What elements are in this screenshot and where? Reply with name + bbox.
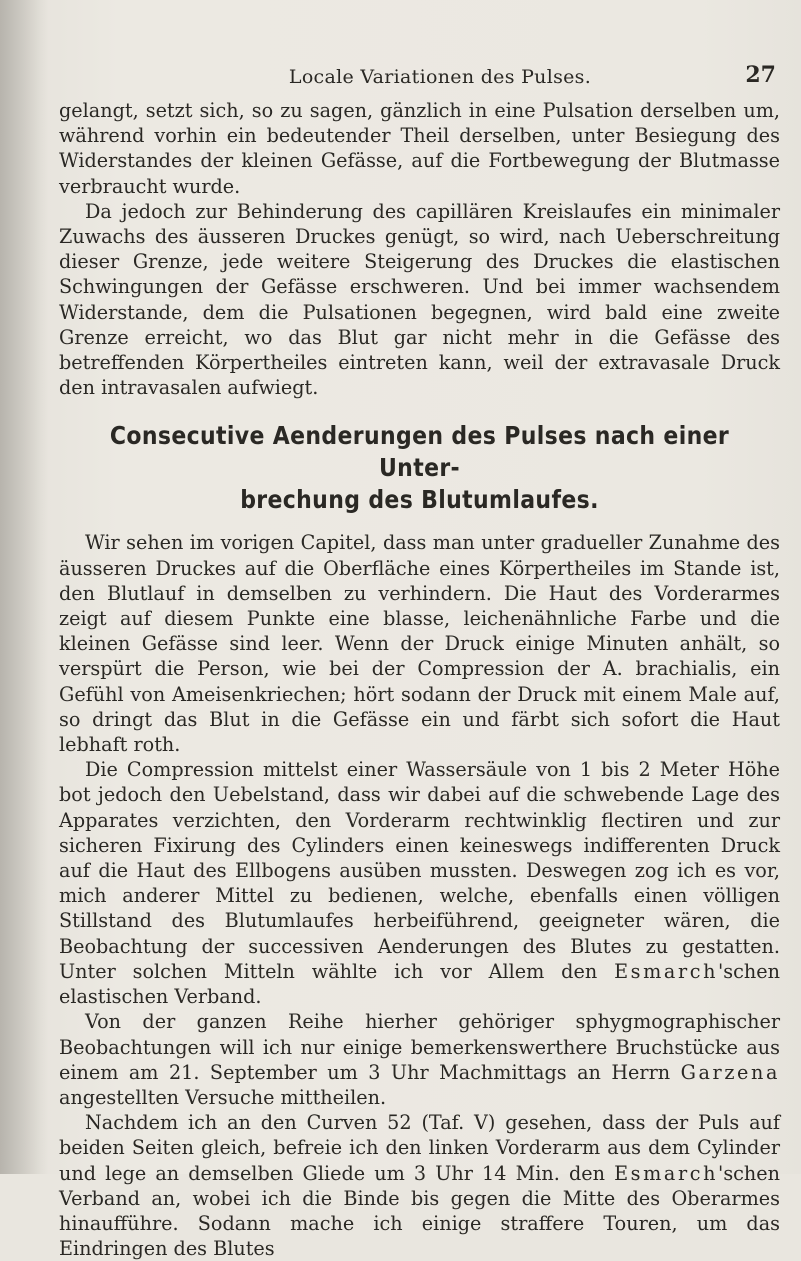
- page-number: 27: [745, 62, 776, 88]
- section-heading-line-2: brechung des Blutumlaufes.: [240, 485, 599, 515]
- person-name: Esmarch: [614, 959, 719, 983]
- paragraph: [59, 1009, 780, 1110]
- paragraph: [59, 757, 780, 1009]
- paragraph-text: 'schen elastischen Verband.: [59, 959, 780, 1009]
- body-text: [59, 98, 780, 1261]
- paragraph-continued: gelangt, setzt sich, so zu sagen, gänzlich in eine Pulsation derselben um, während vorhin ein bedeutender Theil derselben, unter Besiegung des Widerstandes der kleinen Gefässe, auf die Fortbewegung der Blutmasse verbraucht wurde.: [59, 99, 780, 198]
- binding-shadow: [0, 0, 48, 1174]
- person-name: Esmarch: [614, 1161, 719, 1185]
- paragraph-text: Die Compression mittelst einer Wassersäule von 1 bis 2 Meter Höhe bot jedoch den Uebelstand, dass wir dabei auf die schwebende Lage des Apparates verzichten, den Vorderarm rechtwinklig flectiren und zur sicheren Fixirung des Cylinders einen keineswegs indifferenten Druck auf die Haut des Ellbogens ausüben mussten. Deswegen zog ich es vor, mich anderer Mittel zu bedienen, welche, ebenfalls einen völligen Stillstand des Blutumlaufes herbeiführend, geeigneter wären, die Beobachtung der successiven Aenderungen des Blutes zu gestatten. Unter solchen Mitteln wählte ich vor Allem den: [59, 758, 780, 983]
- section-heading: [102, 420, 736, 516]
- paragraph-text: Nachdem ich an den Curven 52 (Taf. V) gesehen, dass der Puls auf beiden Seiten gleich, befreie ich den linken Vorderarm aus dem Cylinder und lege an demselben Gliede um 3 Uhr 14 Min. den: [59, 1111, 780, 1185]
- paragraph-text: angestellten Versuche mittheilen.: [59, 1085, 387, 1109]
- paragraph: Wir sehen im vorigen Capitel, dass man unter gradueller Zunahme des äusseren Druckes auf die Oberfläche eines Körpertheiles im Stande ist, den Blutlauf in demselben zu verhindern. Die Haut des Vorderarmes zeigt auf diesem Punkte eine blasse, leichenähnliche Farbe und die kleinen Gefässe sind leer. Wenn der Druck einige Minuten anhält, so verspürt die Person, wie bei der Compression der A. brachialis, ein Gefühl von Ameisenkriechen; hört sodann der Druck mit einem Male auf, so dringt das Blut in die Gefässe ein und färbt sich sofort die Haut lebhaft roth.: [59, 531, 780, 757]
- paragraph: Da jedoch zur Behinderung des capillären Kreislaufes ein minimaler Zuwachs des äusseren Druckes genügt, so wird, nach Ueberschreitung dieser Grenze, jede weitere Steigerung des Druckes die elastischen Schwingungen der Gefässe erschweren. Und bei immer wachsendem Widerstande, dem die Pulsationen begegnen, wird bald eine zweite Grenze erreicht, wo das Blut gar nicht mehr in die Gefässe des betreffenden Körpertheiles eintreten kann, weil der extravasale Druck den intravasalen aufwiegt.: [59, 199, 780, 400]
- paragraph-text: Von der ganzen Reihe hierher gehöriger sphygmographischer Beobachtungen will ich nur einige bemerkenswerthere Bruchstücke aus einem am 21. September um 3 Uhr Machmittags an Herrn: [59, 1010, 780, 1084]
- running-header: [60, 62, 780, 92]
- running-title: Locale Variationen des Pulses.: [288, 66, 592, 88]
- paragraph: [59, 1110, 780, 1261]
- person-name: Garzena: [680, 1060, 780, 1084]
- paragraph-text: 'schen Verband an, wobei ich die Binde bis gegen die Mitte des Oberarmes hinaufführe. Sodann mache ich einige straffere Touren, um das Eindringen des Blutes: [59, 1161, 780, 1261]
- section-heading-line-1: Consecutive Aenderungen des Pulses nach einer Unter-: [109, 421, 730, 483]
